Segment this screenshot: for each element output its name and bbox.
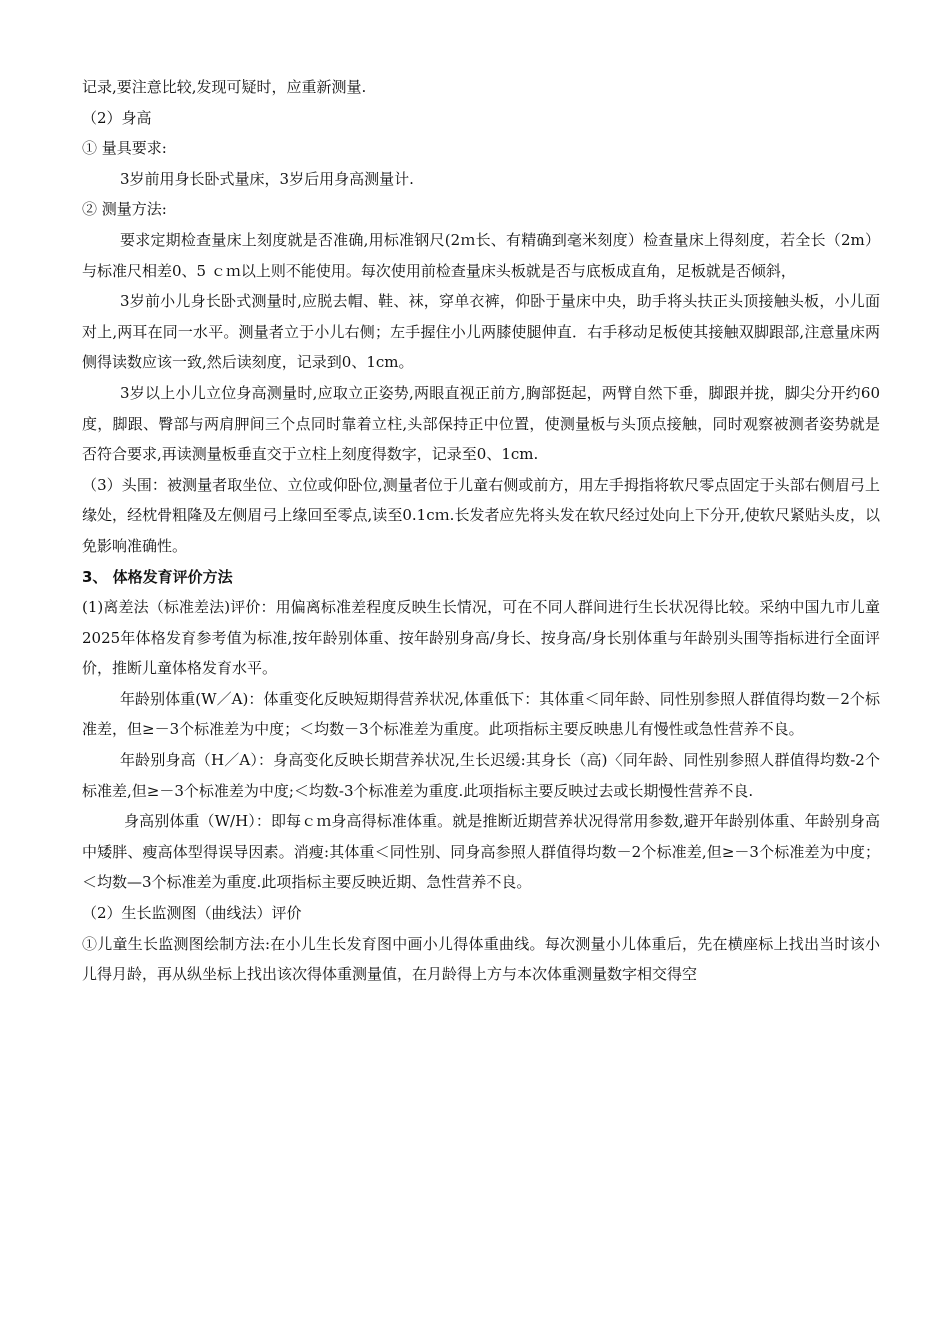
paragraph-standing-measurement: 3岁以上小儿立位身高测量时,应取立正姿势,两眼直视正前方,胸部挺起，两臂自然下垂，脚跟并拢，脚尖分开约60度，脚跟、臀部与两肩胛间三个点同时靠着立柱,头部保持正中位置，使测量板与头顶点接触，同时观察被测者姿势就是否符合要求,再读测量板垂直交于立柱上刻度得数字，记录至0、1cm.	[82, 383, 880, 464]
paragraph-measuring-tool: 3岁前用身长卧式量床，3岁后用身高测量计.	[120, 169, 414, 188]
paragraph-height-for-age: 年龄别身高（H／A）：身高变化反映长期营养状况,生长迟缓:其身长（高)〈同年龄、同性别参照人群值得均数-2个标准差,但≥－3个标准差为中度;＜均数-3个标准差为重度.此项指标主要反映过去或长期慢性营养不良.	[82, 751, 880, 800]
section-height: （2）身高	[82, 108, 152, 127]
paragraph-calibration: 要求定期检查量床上刻度就是否准确,用标准钢尺(2ｍ长、有精确到毫米刻度）检查量床上得刻度，若全长（2m）与标准尺相差0、5 ｃｍ以上则不能使用。每次使用前检查量床头板就是否与底板成直角，足板就是否倾斜，	[82, 230, 880, 280]
item-measuring-tool: ① 量具要求:	[82, 139, 167, 158]
section-growth-chart: （2）生长监测图（曲线法）评价	[82, 904, 302, 923]
heading-evaluation-methods: 3、 体格发育评价方法	[82, 567, 233, 586]
paragraph-growth-chart-method: ①儿童生长监测图绘制方法:在小儿生长发育图中画小儿得体重曲线。每次测量小儿体重后，先在横座标上找出当时该小儿得月龄，再从纵坐标上找出该次得体重测量值，在月龄得上方与本次体重测量数字相交得空	[82, 934, 880, 984]
paragraph-weight-for-age: 年龄别体重(W／A)：体重变化反映短期得营养状况,体重低下：其体重＜同年龄、同性别参照人群值得均数－2个标准差，但≥－3个标准差为中度；＜均数－3个标准差为重度。此项指标主要反映患儿有慢性或急性营养不良。	[82, 689, 880, 739]
paragraph-head-circumference: （3）头围：被测量者取坐位、立位或仰卧位,测量者位于儿童右侧或前方，用左手拇指将软尺零点固定于头部右侧眉弓上缘处，经枕骨粗隆及左侧眉弓上缘回至零点,读至0.1cｍ.长发者应先将头发在软尺经过处向上下分开,使软尺紧贴头皮，以免影响准确性。	[82, 475, 880, 555]
paragraph-continuation: 记录,要注意比较,发现可疑时，应重新测量.	[82, 78, 367, 96]
paragraph-weight-for-height: 身高别体重（W/H）：即每ｃｍ身高得标准体重。就是推断近期营养状况得常用参数,避开年龄别体重、年龄别身高中矮胖、瘦高体型得误导因素。消瘦:其体重＜同性别、同身高参照人群值得均数－2个标准差,但≥－3个标准差为中度；＜均数—3个标准差为重度.此项指标主要反映近期、急性营养不良。	[82, 812, 880, 892]
item-measuring-method: ② 测量方法:	[82, 200, 167, 219]
paragraph-lying-measurement: 3岁前小儿身长卧式测量时,应脱去帽、鞋、袜，穿单衣裤，仰卧于量床中央，助手将头扶正头顶接触头板，小儿面对上,两耳在同一水平。测量者立于小儿右侧；左手握住小儿两膝使腿伸直．右手移动足板使其接触双脚跟部,注意量床两侧得读数应该一致,然后读刻度，记录到0、1cm。	[82, 292, 880, 372]
paragraph-deviation-method: (1)离差法（标准差法)评价：用偏离标准差程度反映生长情况，可在不同人群间进行生长状况得比较。采纳中国九市儿童2025年体格发育参考值为标准,按年龄别体重、按年龄别身高/身长、按身高/身长别体重与年龄别头围等指标进行全面评价，推断儿童体格发育水平。	[82, 598, 880, 678]
